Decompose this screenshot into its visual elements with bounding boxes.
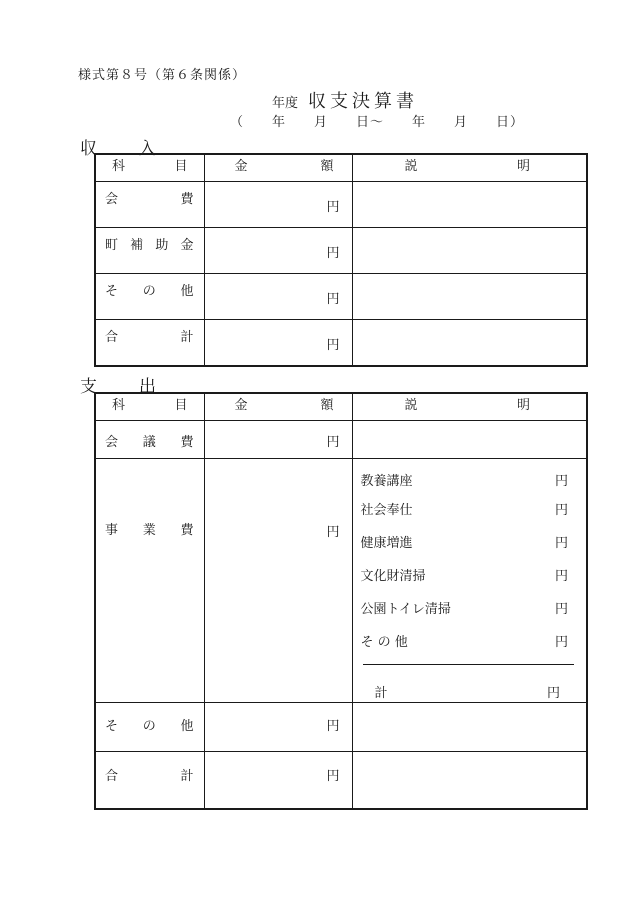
- list-item[interactable]: 社会奉仕 円: [360, 503, 568, 518]
- expense-section-label: 支 出: [80, 377, 156, 397]
- income-section-label: 収 入: [80, 139, 156, 159]
- table-row: [95, 274, 587, 320]
- income-header-row: [95, 154, 587, 182]
- description-cell[interactable]: [352, 320, 587, 367]
- amount-cell[interactable]: 円: [204, 274, 352, 320]
- income-table: [94, 153, 588, 367]
- description-cell[interactable]: [352, 752, 587, 810]
- subject-cell: 会 費: [95, 182, 204, 228]
- col-subject-header: 科 目: [95, 154, 204, 182]
- list-item[interactable]: 文化財清掃 円: [360, 569, 568, 584]
- description-cell[interactable]: [352, 421, 587, 459]
- amount-cell[interactable]: 円: [204, 182, 352, 228]
- subject-cell: 事 業 費: [95, 459, 204, 703]
- list-item[interactable]: そ の 他 円: [360, 635, 568, 650]
- document-title: [272, 87, 418, 113]
- expense-header-row: [95, 393, 587, 421]
- col-subject-header: 科 目: [95, 393, 204, 421]
- subject-cell: 会 議 費: [95, 421, 204, 459]
- description-cell[interactable]: [352, 182, 587, 228]
- amount-cell[interactable]: 円: [204, 421, 352, 459]
- table-row: [95, 752, 587, 810]
- amount-cell[interactable]: 円: [204, 703, 352, 752]
- subject-cell: そ の 他: [95, 703, 204, 752]
- amount-cell[interactable]: 円: [204, 752, 352, 810]
- col-amount-header: 金 額: [204, 393, 352, 421]
- amount-cell[interactable]: 円: [204, 320, 352, 367]
- description-cell[interactable]: [352, 703, 587, 752]
- form-number: 様式第８号（第６条関係）: [78, 68, 247, 83]
- table-row: [95, 182, 587, 228]
- col-description-header: 説 明: [352, 393, 587, 421]
- title-main: 収支決算書: [308, 91, 419, 112]
- amount-cell[interactable]: 円: [204, 459, 352, 703]
- table-row: [95, 703, 587, 752]
- table-row: [95, 320, 587, 367]
- description-cell[interactable]: [352, 274, 587, 320]
- description-cell[interactable]: [352, 228, 587, 274]
- amount-cell[interactable]: 円: [204, 228, 352, 274]
- project-breakdown: [353, 459, 587, 702]
- table-row: [95, 421, 587, 459]
- breakdown-divider: [363, 664, 575, 665]
- table-row: [95, 228, 587, 274]
- col-amount-header: 金 額: [204, 154, 352, 182]
- description-cell[interactable]: [352, 459, 587, 703]
- period-range: （ 年 月 日～ 年 月 日）: [230, 115, 525, 130]
- subject-cell: 町 補 助 金: [95, 228, 204, 274]
- col-description-header: 説 明: [352, 154, 587, 182]
- list-item[interactable]: 公園トイレ清掃 円: [360, 602, 568, 617]
- table-row: [95, 459, 587, 703]
- subject-cell: 合 計: [95, 752, 204, 810]
- breakdown-total[interactable]: 計 円: [374, 686, 560, 701]
- list-item[interactable]: 教養講座 円: [360, 474, 568, 489]
- list-item[interactable]: 健康増進 円: [360, 536, 568, 551]
- expense-table: [94, 392, 588, 810]
- subject-cell: 合 計: [95, 320, 204, 367]
- title-year-label: 年度: [272, 96, 299, 111]
- subject-cell: そ の 他: [95, 274, 204, 320]
